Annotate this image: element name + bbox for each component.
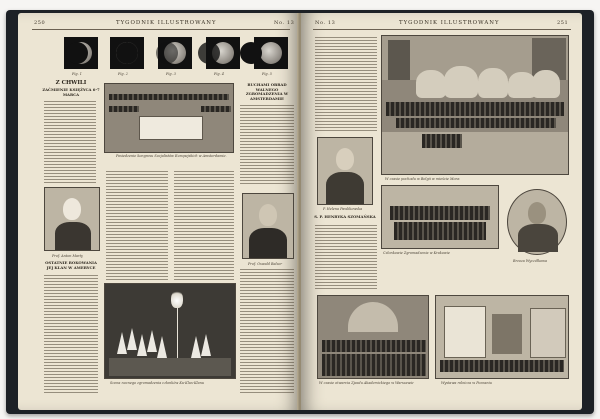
moon-label-2: Fig. 2 <box>118 72 128 76</box>
old-man-photo <box>44 187 100 251</box>
elder-caption: Brzoza Wyczółkowa <box>513 259 547 263</box>
article2-heading: RUCHAMI OBRAD WALNEGO ZGROMADZENIA W AMSTERDAMIE <box>245 82 289 101</box>
elder-portrait-photo <box>507 189 567 255</box>
right-page <box>301 13 582 410</box>
hall-assembly-photo <box>317 295 429 379</box>
exhibition-photo <box>435 295 569 379</box>
center-text-col-1 <box>106 171 168 281</box>
right-page-number: 251 <box>557 20 569 26</box>
night-gathering-photo <box>104 283 236 379</box>
professor-caption: Prof. Oswald Balzer <box>248 262 283 266</box>
article1-heading: Z CHWILI <box>55 80 87 86</box>
moon-label-5: Fig. 5 <box>262 72 272 76</box>
meeting-photo <box>104 83 234 153</box>
parade-caption: W czasie pochodu w Belgii w mieście Mons <box>385 177 460 181</box>
moon-photo-5 <box>254 37 288 69</box>
obituary-heading: S. P. HENRYKA SZOMAŃSKA <box>314 214 376 219</box>
group-caption: Członkowie Zgromadzenia w Krakowie <box>383 251 450 255</box>
article3-heading: OSTATNIE ROKOWANIA JEJ KLAN W AMERYCE <box>45 260 97 270</box>
left-page-number: 250 <box>34 20 46 26</box>
moon-label-3: Fig. 3 <box>166 72 176 76</box>
moon-photo-4 <box>206 37 240 69</box>
center-text-col-2 <box>174 171 234 281</box>
professor-portrait-photo <box>242 193 294 259</box>
moon-label-4: Fig. 4 <box>214 72 224 76</box>
article3-text <box>44 275 98 393</box>
exhibition-caption: Wystawa rolnicza w Poznaniu <box>441 381 492 385</box>
night-gathering-caption: Scena nocnego zgromadzenia członków Ku-Klux-Klanu <box>110 381 204 385</box>
article2-text <box>240 105 294 185</box>
right-header-rule <box>313 29 571 30</box>
left-page-issue: No. 13 <box>274 20 295 26</box>
moon-photo-2 <box>110 37 144 69</box>
moon-label-1: Fig. 1 <box>72 72 82 76</box>
meeting-caption: Posiedzenie kongresu Socjalistów Europejskich w Amsterdamie. <box>116 154 227 158</box>
moon-photo-1 <box>64 37 98 69</box>
moon-photo-3 <box>158 37 192 69</box>
lady-caption: P. Helena Pawlikowska <box>323 207 363 211</box>
obituary-text <box>315 225 377 291</box>
right-column-text-bottom <box>240 269 294 393</box>
right-page-header: TYGODNIK ILLUSTROWANY <box>399 20 500 26</box>
hall-caption: W czasie otwarcia Zjazdu Akademickiego w Warszawie <box>319 381 414 385</box>
right-page-issue: No. 13 <box>315 20 336 26</box>
old-man-caption: Prof. Anton Marty <box>52 254 83 258</box>
left-page <box>18 13 299 410</box>
group-photo <box>381 185 499 249</box>
left-page-header: TYGODNIK ILLUSTROWANY <box>116 20 217 26</box>
article1-subheading: ZAĆMIENIE KSIĘŻYCA 6-7 MARCA <box>42 87 100 97</box>
parade-photo <box>381 35 569 175</box>
article1-text <box>44 101 96 183</box>
right-top-text <box>315 37 377 133</box>
left-header-rule <box>32 29 290 30</box>
lady-portrait-photo <box>317 137 373 205</box>
